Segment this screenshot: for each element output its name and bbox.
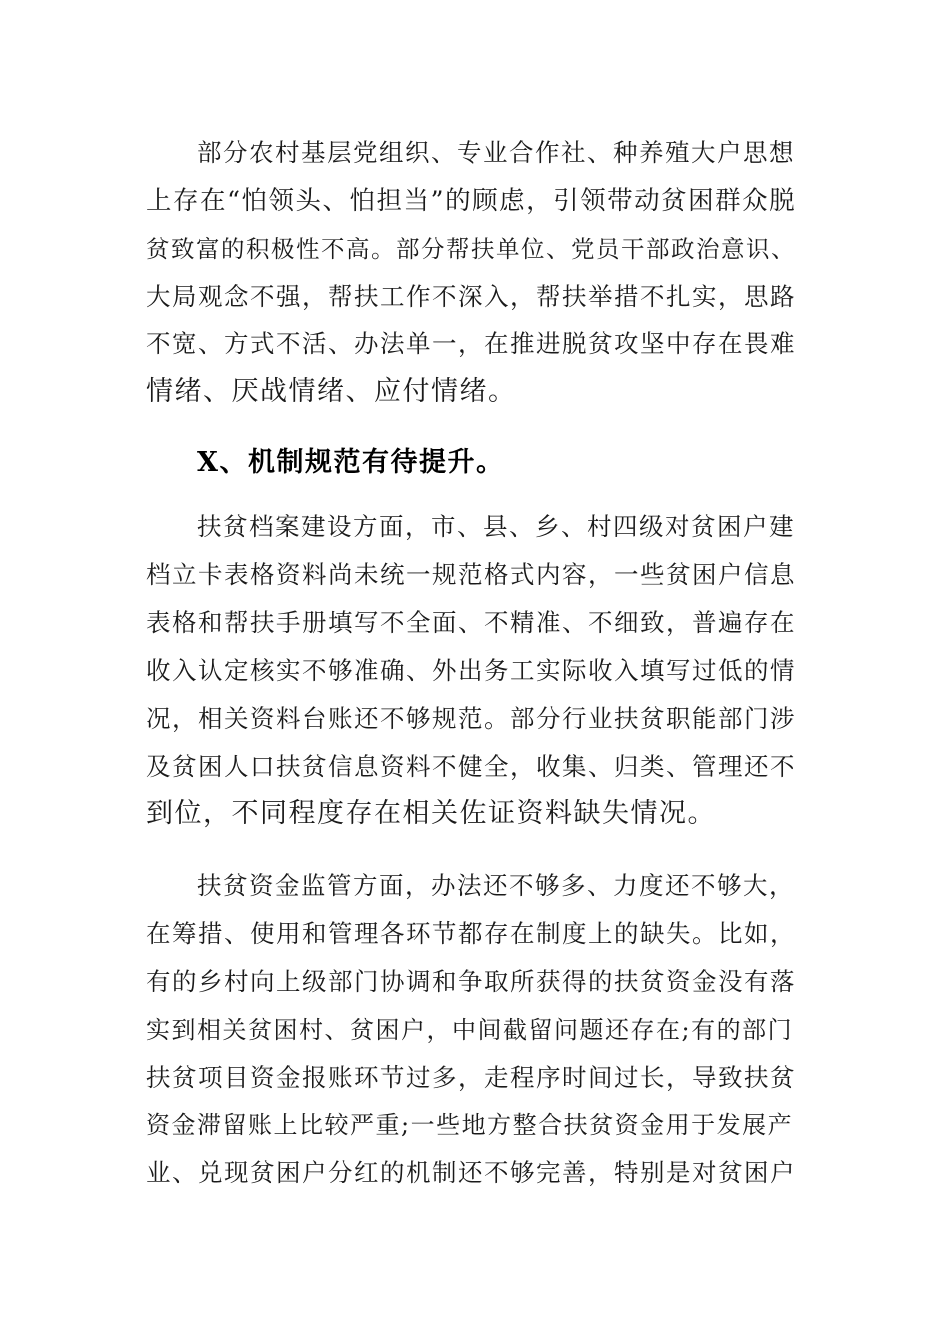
paragraph-1-line-1: 部分农村基层党组织、专业合作社、种养殖大户思想 [197, 138, 795, 167]
section-heading: X、机制规范有待提升。 [197, 447, 505, 478]
paragraph-1-line-2: 上存在“怕领头、怕担当”的顾虑，引领带动贫困群众脱 [146, 186, 797, 216]
paragraph-2-line-5: 况，相关资料台账还不够规范。部分行业扶贫职能部门涉 [146, 704, 796, 733]
paragraph-1-line-4: 大局观念不强，帮扶工作不深入，帮扶举措不扎实，思路 [146, 282, 796, 311]
paragraph-3-line-4: 实到相关贫困村、贫困户，中间截留问题还存在;有的部门 [146, 1016, 794, 1044]
paragraph-1-line-6: 情绪、厌战情绪、应付情绪。 [146, 376, 517, 407]
paragraph-3-line-2: 在筹措、使用和管理各环节都存在制度上的缺失。比如， [146, 919, 796, 948]
paragraph-3-line-1: 扶贫资金监管方面，办法还不够多、力度还不够大， [197, 871, 795, 900]
paragraph-2-line-2: 档立卡表格资料尚未统一规范格式内容，一些贫困户信息 [146, 560, 796, 589]
paragraph-2-line-7: 到位，不同程度存在相关佐证资料缺失情况。 [146, 798, 716, 829]
paragraph-3-line-7: 业、兑现贫困户分红的机制还不够完善，特别是对贫困户 [146, 1158, 796, 1187]
paragraph-2-line-4: 收入认定核实不够准确、外出务工实际收入填写过低的情 [146, 656, 796, 685]
paragraph-1-line-5: 不宽、方式不活、办法单一，在推进脱贫攻坚中存在畏难 [146, 329, 796, 358]
paragraph-3-line-3: 有的乡村向上级部门协调和争取所获得的扶贫资金没有落 [146, 967, 796, 996]
paragraph-2-line-1: 扶贫档案建设方面，市、县、乡、村四级对贫困户建 [197, 512, 795, 541]
paragraph-3-line-6: 资金滞留账上比较严重;一些地方整合扶贫资金用于发展产 [146, 1111, 794, 1139]
paragraph-1-line-3: 贫致富的积极性不高。部分帮扶单位、党员干部政治意识、 [146, 235, 796, 263]
paragraph-2-line-6: 及贫困人口扶贫信息资料不健全，收集、归类、管理还不 [146, 752, 796, 781]
paragraph-2-line-3: 表格和帮扶手册填写不全面、不精准、不细致，普遍存在 [146, 608, 796, 637]
paragraph-3-line-5: 扶贫项目资金报账环节过多，走程序时间过长，导致扶贫 [146, 1063, 796, 1092]
